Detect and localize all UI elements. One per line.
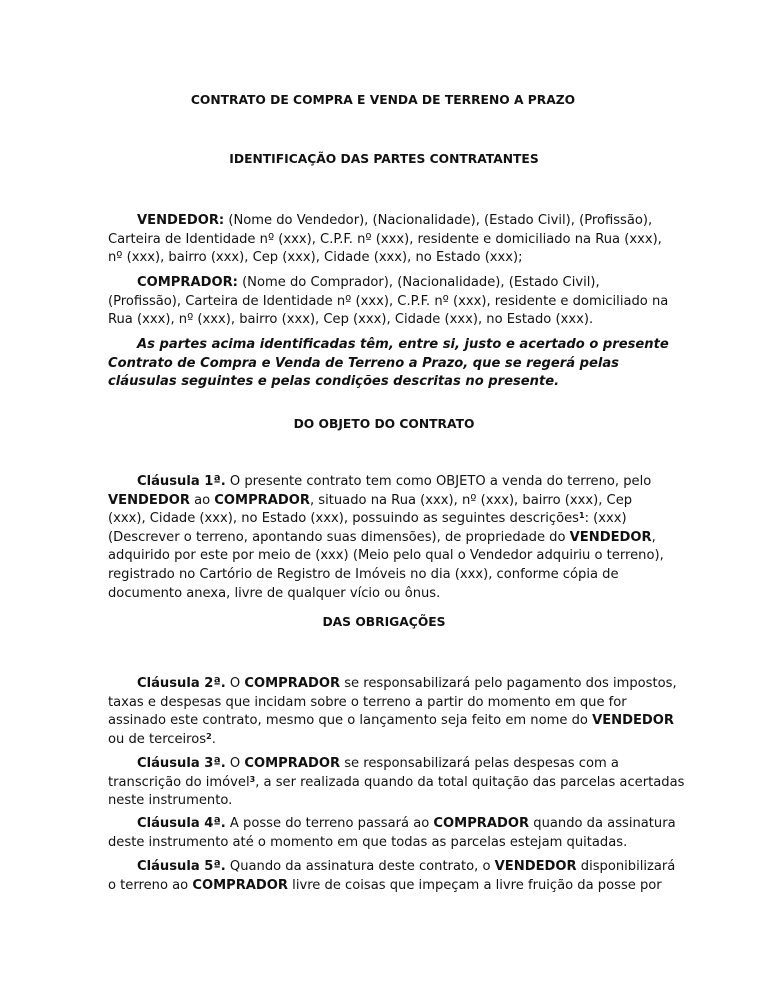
footnote-ref-1: 1 xyxy=(579,511,585,521)
paragraph-agreement: As partes acima identificadas têm, entre si, justo e acertado o presente Contrato de Compra e Venda de Terreno a Prazo, que se regerá pelas cláusulas seguintes e pelas condições descritas no presente. xyxy=(108,337,669,390)
vendedor-label: VENDEDOR: xyxy=(137,213,225,228)
clause-1-label: Cláusula 1ª. xyxy=(137,474,226,489)
clause-3: Cláusula 3ª. O COMPRADOR se responsabilizará pelas despesas com a transcrição do imóvel$^3$, a ser realizada quando da total quitação das parcelas acertadas neste instrumento. xyxy=(108,756,685,809)
paragraph-vendedor: VENDEDOR: (Nome do Vendedor), (Nacionalidade), (Estado Civil), (Profissão), Carteira de Identidade nº (xxx), C.P.F. nº (xxx), residente e domiciliado na Rua (xxx), nº (xxx), bairro (xxx), Cep (xxx), Cidade (xxx), no Estado (xxx); xyxy=(108,213,662,266)
document-title: CONTRATO DE COMPRA E VENDA DE TERRENO A PRAZO xyxy=(190,93,576,107)
clause-2: Cláusula 2ª. O COMPRADOR se responsabilizará pelo pagamento dos impostos, taxas e despesas que incidam sobre o terreno a partir do momento em que for assinado este contrato, mesmo que o lançamento seja feito em nome do VENDEDOR ou de terceiros$^2$. xyxy=(108,676,677,747)
section-heading-object: DO OBJETO DO CONTRATO xyxy=(293,417,475,431)
section-heading-identification: IDENTIFICAÇÃO DAS PARTES CONTRATANTES xyxy=(229,152,539,166)
clause-2-label: Cláusula 2ª. xyxy=(137,676,226,691)
clause-3-label: Cláusula 3ª. xyxy=(137,756,226,771)
clause-1: Cláusula 1ª. O presente contrato tem como OBJETO a venda do terreno, pelo VENDEDOR ao COMPRADOR, situado na Rua (xxx), nº (xxx), bairro (xxx), Cep (xxx), Cidade (xxx), no Estado (xxx), possuindo as seguintes descrições$^1$: (xxx) (Descrever o terreno, apontando suas dimensões), de propriedade do VENDEDOR, adquirido por este por meio de (xxx) (Meio pelo qual o Vendedor adquiriu o terreno), registrado no Cartório de Registro de Imóveis no dia (xxx), conforme cópia de documento anexa, livre de qualquer vício ou ônus. xyxy=(108,474,664,601)
footnote-ref-2: 2 xyxy=(206,731,212,741)
paragraph-comprador: COMPRADOR: (Nome do Comprador), (Nacionalidade), (Estado Civil), (Profissão), Carteira de Identidade nº (xxx), C.P.F. nº (xxx), residente e domiciliado na Rua (xxx), nº (xxx), bairro (xxx), Cep (xxx), Cidade (xxx), no Estado (xxx). xyxy=(108,275,669,328)
clause-5: Cláusula 5ª. Quando da assinatura deste contrato, o VENDEDOR disponibilizará o terreno ao COMPRADOR livre de coisas que impeçam a livre fruição da posse por xyxy=(108,859,676,893)
clause-4-label: Cláusula 4ª. xyxy=(137,816,226,831)
footnote-ref-3: 3 xyxy=(249,774,256,784)
clause-5-label: Cláusula 5ª. xyxy=(137,859,226,874)
section-heading-obligations: DAS OBRIGAÇÕES xyxy=(322,615,446,629)
comprador-label: COMPRADOR: xyxy=(137,275,238,290)
clause-4: Cláusula 4ª. A posse do terreno passará ao COMPRADOR quando da assinatura deste instrumento até o momento em que todas as parcelas estejam quitadas. xyxy=(108,816,676,850)
